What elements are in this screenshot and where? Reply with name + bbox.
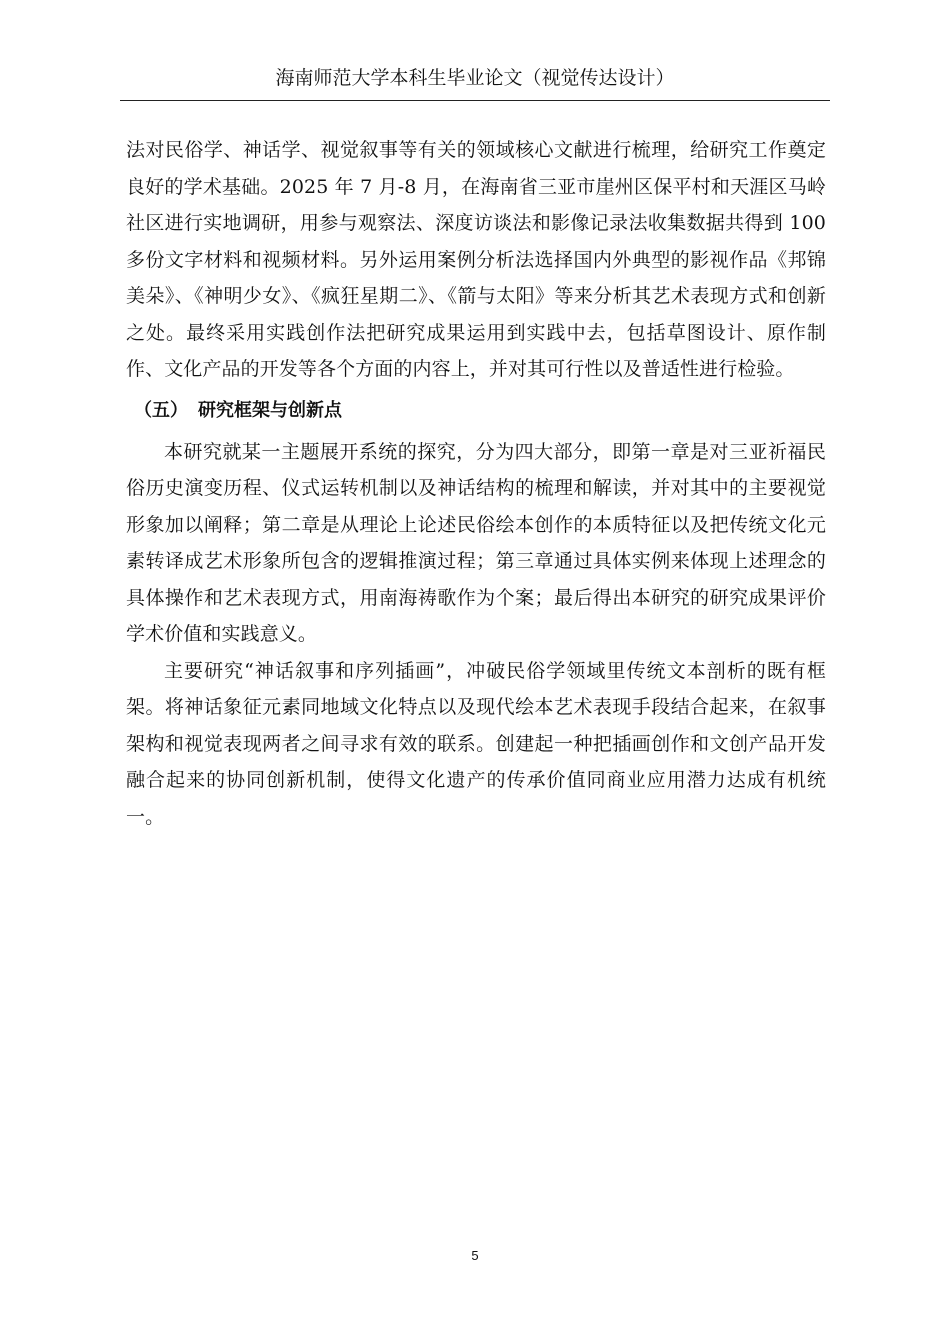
section-heading <box>126 393 826 429</box>
body-content <box>126 132 826 835</box>
header-divider <box>120 100 830 101</box>
page-number: 5 <box>471 1248 479 1263</box>
body-paragraph-3: 主要研究“神话叙事和序列插画”，冲破民俗学领域里传统文本剖析的既有框架。将神话象征元素同地域文化特点以及现代绘本艺术表现手段结合起来，在叙事架构和视觉表现两者之间寻求有效的联系。创建起一种把插画创作和文创产品开发融合起来的协同创新机制，使得文化遗产的传承价值同商业应用潜力达成有机统一。 <box>126 659 826 828</box>
section-title: 研究框架与创新点 <box>198 399 342 421</box>
body-paragraph-2: 本研究就某一主题展开系统的探究，分为四大部分，即第一章是对三亚祈福民俗历史演变历程、仪式运转机制以及神话结构的梳理和解读，并对其中的主要视觉形象加以阐释；第二章是从理论上论述民俗绘本创作的本质特征以及把传统文化元素转译成艺术形象所包含的逻辑推演过程；第三章通过具体实例来体现上述理念的具体操作和艺术表现方式，用南海祷歌作为个案；最后得出本研究的研究成果评价学术价值和实践意义。 <box>126 440 826 645</box>
running-header-title: 海南师范大学本科生毕业论文（视觉传达设计） <box>275 67 675 89</box>
section-number: （五） <box>134 399 188 421</box>
body-paragraph-1: 法对民俗学、神话学、视觉叙事等有关的领域核心文献进行梳理，给研究工作奠定良好的学术基础。2025 年 7 月-8 月，在海南省三亚市崖州区保平村和天涯区马岭社区进行实地调研，用参与观察法、深度访谈法和影像记录法收集数据共得到 100 多份文字材料和视频材料。另外运用案例分析法选择国内外典型的影视作品《邦锦美朵》、《神明少女》、《疯狂星期二》、《箭与太阳》等来分析其艺术表现方式和创新之处。最终采用实践创作法把研究成果运用到实践中去，包括草图设计、原作制作、文化产品的开发等各个方面的内容上，并对其可行性以及普适性进行检验。 <box>126 139 826 380</box>
